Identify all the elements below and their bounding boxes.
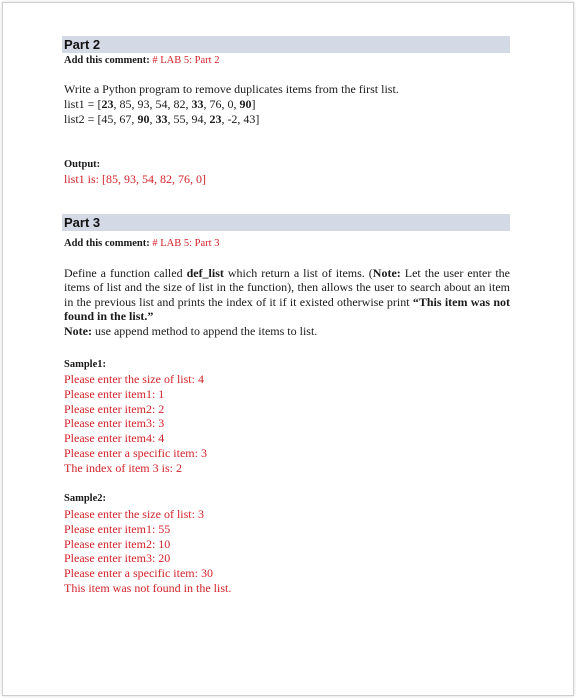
- sample2-label: Sample2:: [64, 493, 106, 504]
- part3-desc-func: def_list: [186, 266, 224, 280]
- sample-output-line: Please enter item2: 10: [64, 536, 171, 551]
- part3-note-label: Note:: [64, 323, 92, 338]
- sample-output-line: This item was not found in the list.: [64, 581, 232, 595]
- part2-list1: [64, 97, 255, 111]
- sample-output-line: Please enter item2: 2: [64, 401, 165, 416]
- part2-list1-prefix: list1 = [: [64, 97, 102, 111]
- part2-comment-line: [64, 54, 219, 68]
- list1-value-segment: , 85, 93, 54, 82,: [113, 97, 192, 111]
- part2-output-label: Output:: [64, 159, 101, 170]
- part2-list2-values: [137, 112, 259, 126]
- part3-comment-value: # LAB 5: Part 3: [152, 238, 220, 249]
- part2-list1-close: ]: [251, 97, 256, 111]
- list2-value-segment: ,: [149, 112, 156, 126]
- part2-task: Write a Python program to remove duplicates items from the first list.: [64, 82, 399, 96]
- sample1-label: Sample1:: [64, 359, 106, 370]
- list2-value-segment: , 55, 94,: [167, 112, 210, 126]
- sample-output-line: Please enter item1: 55: [64, 521, 171, 536]
- part3-heading-bar: [62, 214, 510, 231]
- list2-value-segment: , -2, 43]: [221, 112, 260, 126]
- sample-output-line: Please enter the size of list: 3: [64, 507, 204, 521]
- list1-value-segment: , 76, 0,: [203, 97, 240, 111]
- sample-output-line: The index of item 3 is: 2: [64, 460, 182, 475]
- part3-desc-3: Let the user enter the items of list and the size of list in the function), then allows the user to search about an item in the previous list and prints the index of it if it existed otherwise print: [64, 266, 510, 309]
- list1-value-segment: 23: [101, 97, 114, 111]
- part3-note-text: use append method to append the items to list.: [91, 323, 318, 338]
- part2-comment-label: Add this comment:: [64, 55, 150, 66]
- list2-value-segment: 33: [155, 112, 168, 126]
- sample-output-line: Please enter item1: 1: [64, 386, 165, 401]
- list1-value-segment: 33: [191, 97, 204, 111]
- sample-output-line: Please enter a specific item: 30: [64, 566, 213, 581]
- part3-description: [64, 266, 510, 338]
- sample-output-line: Please enter the size of list: 4: [64, 372, 204, 386]
- part3-desc-note: Note:: [372, 266, 401, 280]
- part3-desc-2: which return a list of items. (: [223, 266, 373, 280]
- part3-comment-label: Add this comment:: [64, 238, 150, 249]
- part2-heading: Part 2: [64, 37, 101, 52]
- part3-comment-line: [64, 237, 219, 251]
- sample-output-line: Please enter a specific item: 3: [64, 446, 207, 460]
- sample-output-line: Please enter item4: 4: [64, 431, 165, 446]
- part2-output-value: list1 is: [85, 93, 54, 82, 76, 0]: [64, 172, 207, 186]
- part2-list2-prefix: list2 = [45, 67,: [64, 112, 138, 126]
- part3-heading: Part 3: [64, 215, 101, 230]
- part2-list2: [64, 112, 259, 126]
- list2-value-segment: 90: [137, 112, 150, 126]
- list2-value-segment: 23: [209, 112, 222, 126]
- sample-output-line: Please enter item3: 3: [64, 416, 165, 431]
- list1-value-segment: 90: [239, 97, 252, 111]
- part3-desc-1: Define a function called: [64, 266, 187, 280]
- part3-desc-quote: “This item was not found in the list.”: [64, 294, 510, 324]
- part2-list1-values: [101, 97, 251, 111]
- sample-output-line: Please enter item3: 20: [64, 551, 171, 566]
- part2-comment-value: # LAB 5: Part 2: [152, 55, 220, 66]
- part2-heading-bar: [62, 36, 510, 53]
